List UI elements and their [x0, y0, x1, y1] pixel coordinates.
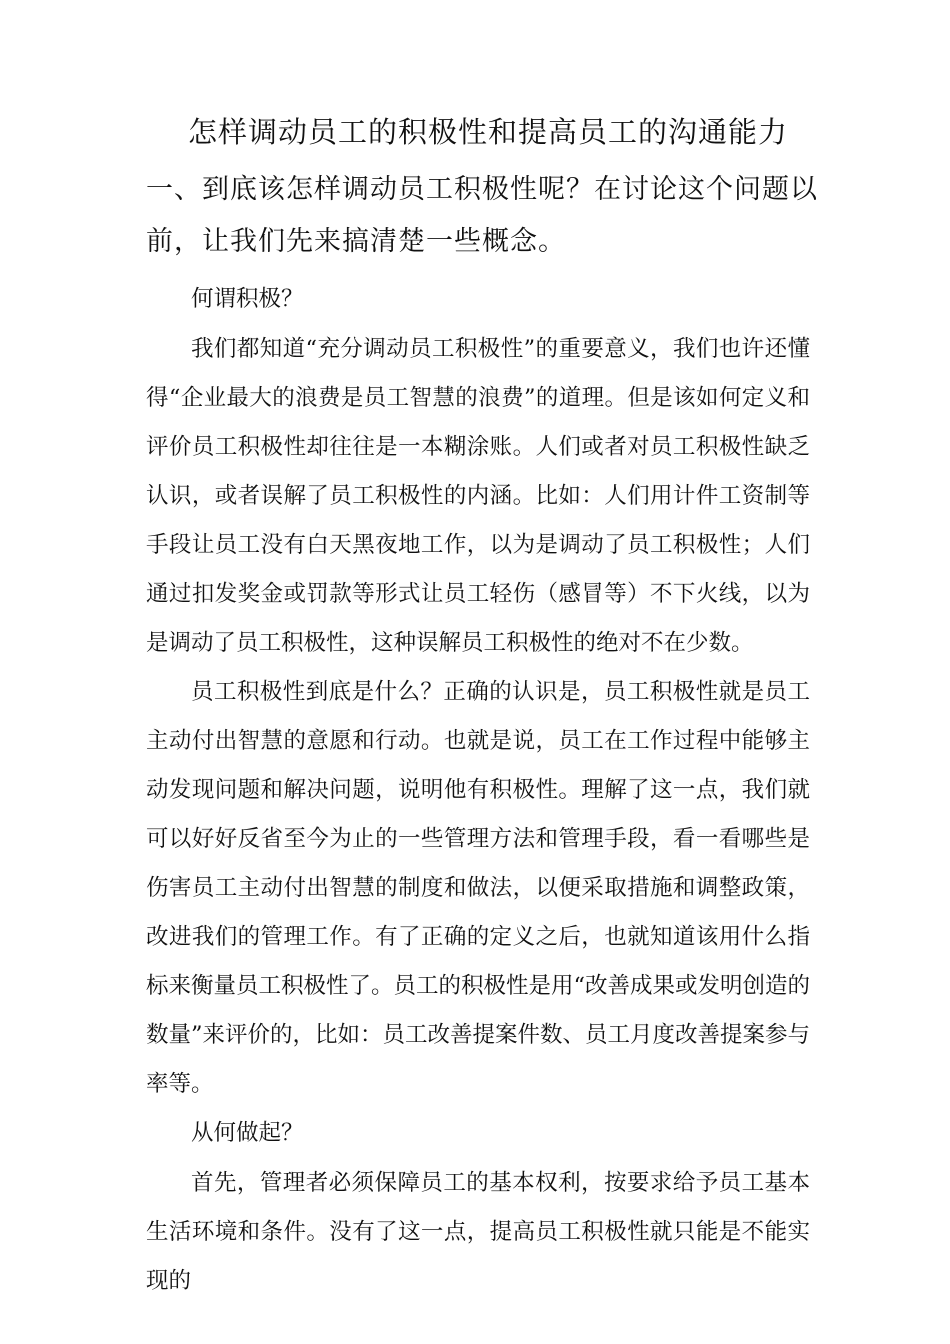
body-paragraph: 首先，管理者必须保障员工的基本权利，按要求给予员工基本生活环境和条件。没有了这一点，提高员工积极性就只能是不能实现的	[146, 1170, 810, 1294]
body-paragraph: 员工积极性到底是什么？正确的认识是，员工积极性就是员工主动付出智慧的意愿和行动。也就是说，员工在工作过程中能够主动发现问题和解决问题，说明他有积极性。理解了这一点，我们就可以好好反省至今为止的一些管理方法和管理手段，看一看哪些是伤害员工主动付出智慧的制度和做法，以便采取措施和调整政策，改进我们的管理工作。有了正确的定义之后，也就知道该用什么指标来衡量员工积极性了。员工的积极性是用“改善成果或发明创造的数量”来评价的，比如：员工改善提案件数、员工月度改善提案参与率等。	[146, 679, 811, 1097]
section-heading: 一、到底该怎样调动员工积极性呢？在讨论这个问题以前，让我们先来搞清楚一些概念。	[146, 174, 818, 257]
document-body	[146, 275, 810, 1306]
subheading-what-is-positive: 何谓积极？	[191, 286, 304, 312]
body-paragraph: 我们都知道“充分调动员工积极性”的重要意义，我们也许还懂得“企业最大的浪费是员工智慧的浪费”的道理。但是该如何定义和评价员工积极性却往往是一本糊涂账。人们或者对员工积极性缺乏认识，或者误解了员工积极性的内涵。比如：人们用计件工资制等手段让员工没有白天黑夜地工作，以为是调动了员工积极性；人们通过扣发奖金或罚款等形式让员工轻伤（感冒等）不下火线，以为是调动了员工积极性，这种误解员工积极性的绝对不在少数。	[146, 336, 810, 656]
subheading-where-to-start: 从何做起？	[191, 1120, 304, 1146]
document-title: 怎样调动员工的积极性和提高员工的沟通能力	[188, 115, 789, 149]
